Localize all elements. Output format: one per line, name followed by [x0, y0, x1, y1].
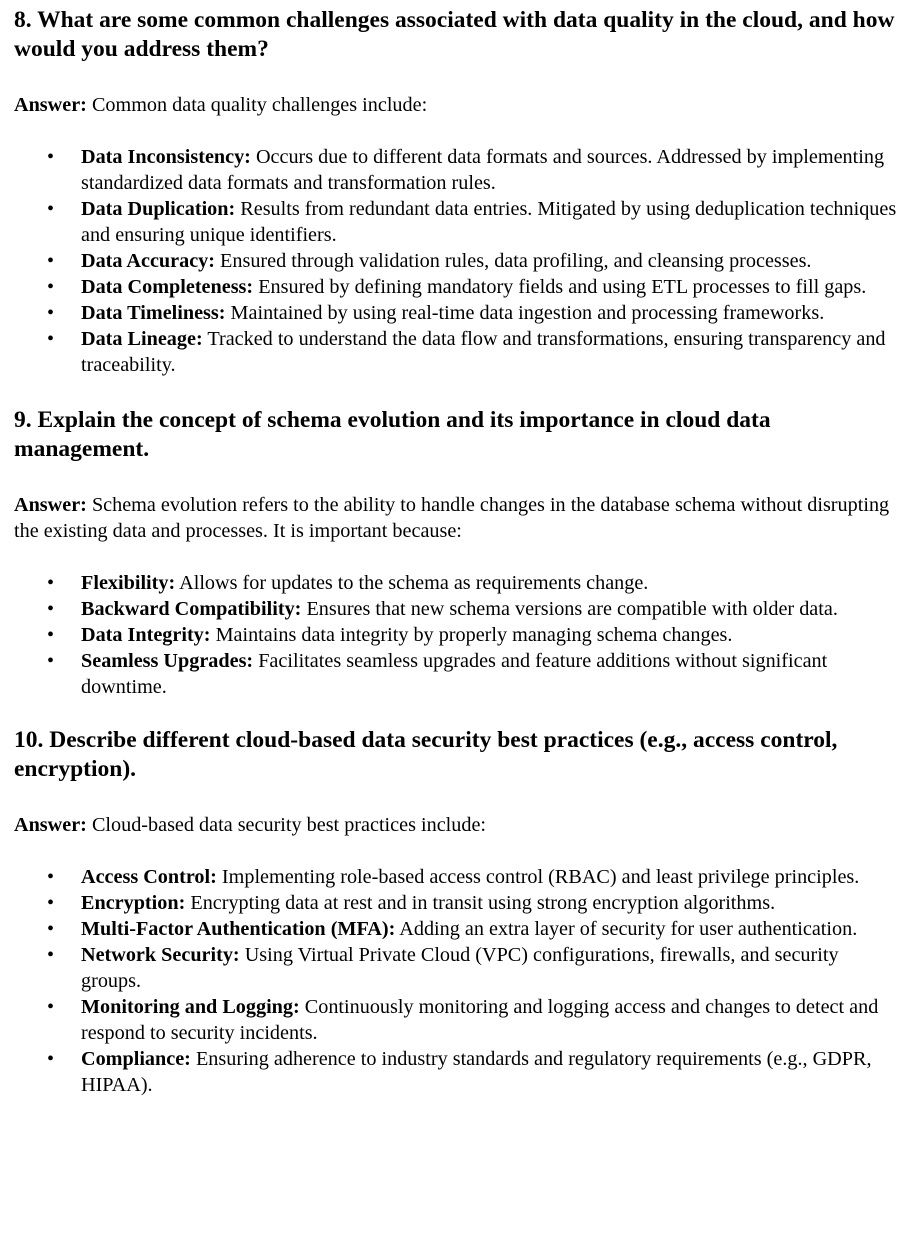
bullet-list	[14, 144, 897, 378]
answer-text: Cloud-based data security best practices include:	[91, 814, 487, 836]
item-term: Encryption:	[81, 892, 186, 914]
bullet-icon: •	[47, 276, 55, 298]
item-text: Maintained by using real-time data ingestion and processing frameworks.	[230, 302, 825, 324]
answer-label: Answer:	[14, 94, 87, 116]
item-term: Monitoring and Logging:	[81, 996, 300, 1018]
bullet-icon: •	[47, 146, 55, 168]
list-item	[14, 1046, 897, 1098]
item-term: Multi-Factor Authentication (MFA):	[81, 918, 396, 940]
bullet-icon: •	[47, 598, 55, 620]
bullet-icon: •	[47, 302, 55, 324]
item-term: Seamless Upgrades:	[81, 650, 254, 672]
bullet-list	[14, 570, 897, 700]
item-text: Results from redundant data entries. Mitigated by using deduplication techniques and ensuring unique identifiers.	[81, 198, 897, 246]
question-heading: 10. Describe different cloud-based data security best practices (e.g., access control, encryption).	[14, 727, 838, 782]
item-text: Using Virtual Private Cloud (VPC) configurations, firewalls, and security groups.	[81, 944, 839, 992]
list-item	[14, 144, 897, 196]
item-term: Compliance:	[81, 1048, 191, 1070]
list-item	[14, 994, 897, 1046]
section-question-9	[14, 406, 897, 700]
section-question-10	[14, 726, 897, 1098]
list-item	[14, 196, 897, 248]
list-item	[14, 248, 897, 274]
item-text: Ensured through validation rules, data profiling, and cleansing processes.	[220, 250, 812, 272]
list-item	[14, 274, 897, 300]
item-text: Facilitates seamless upgrades and feature additions without significant downtime.	[81, 650, 828, 698]
item-term: Data Lineage:	[81, 328, 203, 350]
list-item	[14, 864, 897, 890]
bullet-icon: •	[47, 996, 55, 1018]
item-text: Tracked to understand the data flow and transformations, ensuring transparency and traceability.	[81, 328, 886, 376]
bullet-list	[14, 864, 897, 1098]
item-text: Occurs due to different data formats and sources. Addressed by implementing standardized data formats and transformation rules.	[81, 146, 885, 194]
list-item	[14, 648, 897, 700]
item-term: Backward Compatibility:	[81, 598, 302, 620]
item-text: Adding an extra layer of security for user authentication.	[399, 918, 858, 940]
item-term: Access Control:	[81, 866, 217, 888]
item-term: Data Inconsistency:	[81, 146, 251, 168]
bullet-icon: •	[47, 892, 55, 914]
list-item	[14, 596, 897, 622]
bullet-icon: •	[47, 650, 55, 672]
item-term: Data Integrity:	[81, 624, 211, 646]
item-term: Data Duplication:	[81, 198, 236, 220]
bullet-icon: •	[47, 624, 55, 646]
bullet-icon: •	[47, 198, 55, 220]
bullet-icon: •	[47, 866, 55, 888]
answer-text: Common data quality challenges include:	[91, 94, 428, 116]
bullet-icon: •	[47, 328, 55, 350]
answer-intro	[14, 492, 897, 544]
item-text: Continuously monitoring and logging access and changes to detect and respond to security incidents.	[81, 996, 879, 1044]
answer-intro	[14, 92, 897, 118]
item-term: Data Accuracy:	[81, 250, 215, 272]
bullet-icon: •	[47, 944, 55, 966]
item-text: Ensuring adherence to industry standards and regulatory requirements (e.g., GDPR, HIPAA).	[81, 1048, 872, 1096]
item-term: Network Security:	[81, 944, 240, 966]
section-question-8	[14, 6, 897, 378]
list-item	[14, 942, 897, 994]
answer-intro	[14, 812, 897, 838]
list-item	[14, 916, 897, 942]
item-term: Flexibility:	[81, 572, 176, 594]
item-text: Allows for updates to the schema as requirements change.	[179, 572, 649, 594]
item-text: Maintains data integrity by properly managing schema changes.	[215, 624, 733, 646]
item-text: Ensures that new schema versions are compatible with older data.	[306, 598, 838, 620]
list-item	[14, 570, 897, 596]
bullet-icon: •	[47, 1048, 55, 1070]
question-heading: 8. What are some common challenges associated with data quality in the cloud, and how would you address them?	[14, 7, 895, 62]
bullet-icon: •	[47, 250, 55, 272]
answer-text: Schema evolution refers to the ability to handle changes in the database schema without disrupting the existing data and processes. It is important because:	[14, 494, 890, 542]
answer-label: Answer:	[14, 814, 87, 836]
item-term: Data Completeness:	[81, 276, 254, 298]
item-text: Implementing role-based access control (RBAC) and least privilege principles.	[221, 866, 860, 888]
item-text: Encrypting data at rest and in transit using strong encryption algorithms.	[190, 892, 776, 914]
list-item	[14, 622, 897, 648]
list-item	[14, 326, 897, 378]
answer-label: Answer:	[14, 494, 87, 516]
item-term: Data Timeliness:	[81, 302, 226, 324]
list-item	[14, 890, 897, 916]
question-heading: 9. Explain the concept of schema evolution and its importance in cloud data management.	[14, 407, 771, 462]
list-item	[14, 300, 897, 326]
bullet-icon: •	[47, 572, 55, 594]
bullet-icon: •	[47, 918, 55, 940]
item-text: Ensured by defining mandatory fields and using ETL processes to fill gaps.	[258, 276, 867, 298]
